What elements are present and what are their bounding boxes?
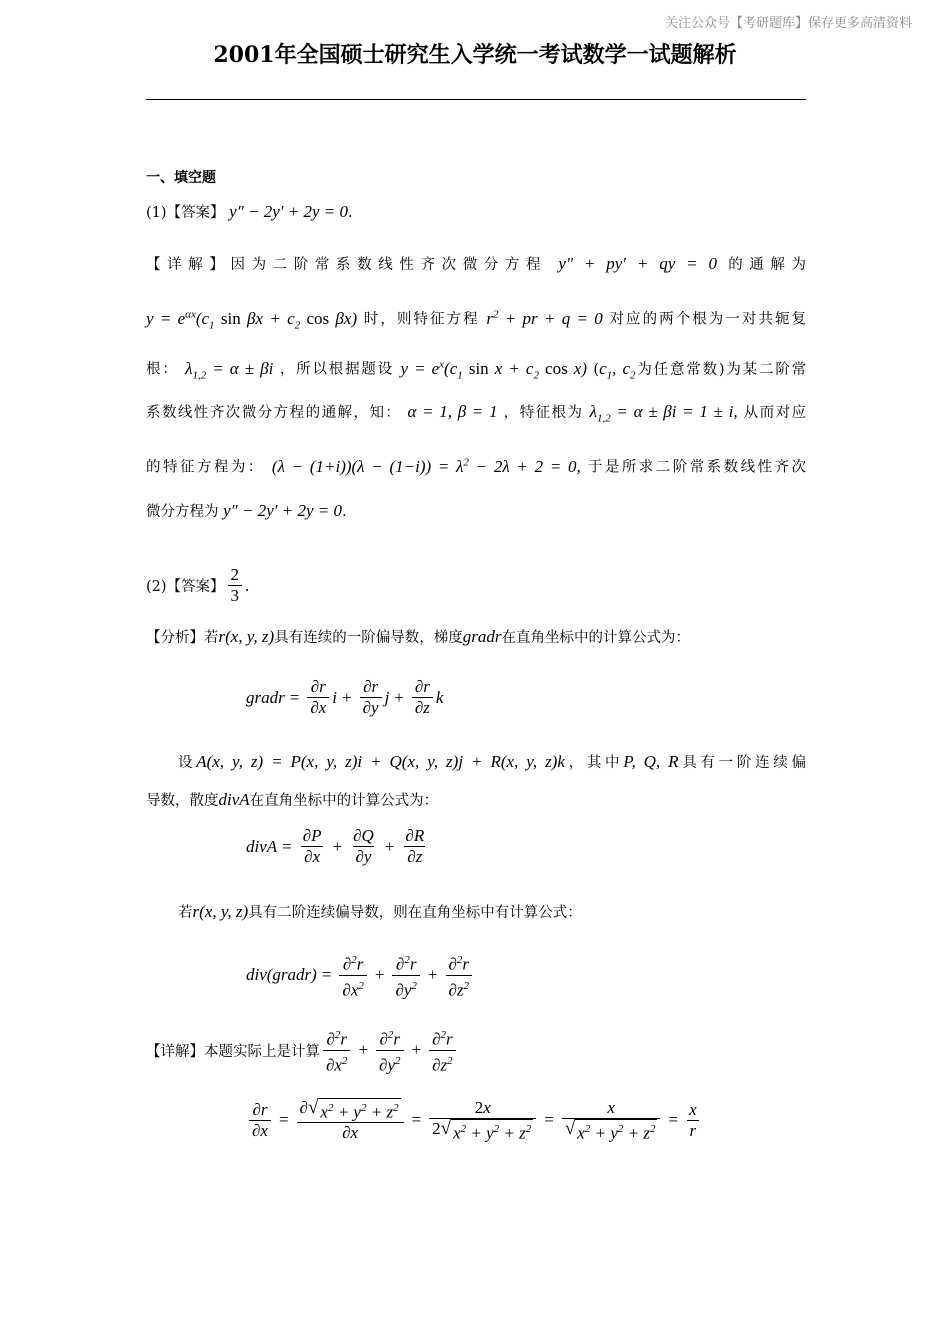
- q1-char-equation: $r^2$ + pr + q = 0: [486, 308, 603, 328]
- title-divider: [146, 99, 806, 100]
- q1-constants: $c_1$, $c_2$: [599, 358, 636, 382]
- gradient-formula: gradr = $\frac{\partial r}{\partial x}$ i + $\frac{\partial r}{\partial y}$ j + $\frac{\partial r}{\partial z}$ k: [246, 677, 444, 717]
- q2-answer-denominator: 3: [228, 585, 243, 606]
- q1-text-fangcheng: 的特征方程为：: [146, 459, 265, 476]
- q2-analysis-line: [146, 625, 806, 650]
- q2-second-order-line: [178, 900, 806, 925]
- q2-diva: divA: [218, 790, 250, 809]
- q2-text-jyl: 具有连续的一阶偏导数，梯度: [274, 630, 463, 646]
- q2-answer-fraction: [228, 565, 243, 606]
- q2-text-qizhong: ，其中: [564, 755, 624, 771]
- q1-text-duiying: 对应的两个根为一对共轭复: [609, 311, 807, 328]
- q1-detail-line-6: [146, 499, 806, 524]
- q1-text-tezheng: ，特征根为: [503, 405, 584, 421]
- q2-answer-label: (2)【答案】: [146, 579, 225, 595]
- q2-answer-line: [146, 565, 249, 606]
- q1-alpha-beta: α = 1, β = 1: [407, 402, 498, 421]
- partial-derivative-formula: $\frac{\partial r}{\partial x}$ = ∂ √ $x^2 + y^2 + z^2$ ∂x = 2x 2 √ $x^2 + y^2 + z^2$ = x √ $x^2 + y^2 + z^2$ = $\frac{x}{r}$: [246, 1098, 703, 1143]
- page-title: 2001年全国硕士研究生入学统一考试数学一试题解析: [213, 42, 737, 68]
- q1-text-xishu: 系数线性齐次微分方程的通解，知：: [146, 405, 402, 421]
- q2-answer-dot: .: [245, 575, 250, 595]
- q1-answer-dot: .: [348, 205, 353, 221]
- q1-general-equation: y″ + py′ + qy = 0: [558, 254, 717, 273]
- q1-final-dot: .: [341, 504, 347, 520]
- q1-detail-line-5: [146, 450, 806, 480]
- q2-divergence-line: [146, 788, 806, 813]
- q2-r-function-2: r(x, y, z): [192, 902, 249, 921]
- q1-detail-line-4: [146, 400, 806, 430]
- q1-answer-line: [146, 200, 806, 225]
- q1-detail-label: 【详解】因为二阶常系数线性齐次微分方程: [146, 257, 548, 273]
- q1-text-tongjie: 的通解为: [728, 257, 807, 273]
- q1-text-yushi: 于是所求二阶常系数线性齐次: [587, 459, 807, 476]
- q2-text-jy1: 具有一阶连续偏: [678, 755, 807, 771]
- q2-answer-numerator: 2: [230, 565, 240, 584]
- q2-set-label: 设: [178, 755, 197, 771]
- q1-text-shi: 时，则特征方程: [363, 311, 480, 328]
- q2-pqr: P, Q, R: [623, 752, 679, 771]
- q1-roots: $\lambda_{1,2} = \alpha \pm \beta i$: [185, 358, 274, 382]
- q2-vector-field: A(x, y, z) = P(x, y, z)i + Q(x, y, z)j + R(x, y, z)k: [196, 752, 565, 771]
- q1-solution-form: $y = e^{\alpha x}(c_1$ $\sin \beta x + c_2$ cos βx): [146, 308, 358, 332]
- q1-answer-equation: y″ − 2y′ + 2y = 0: [229, 202, 349, 221]
- q2-text-daoshu: 导数，散度: [146, 793, 219, 809]
- q2-text-er: 具有二阶连续偏导数，则在直角坐标中有计算公式：: [248, 905, 582, 921]
- q1-text-weifen: 微分方程为: [146, 504, 219, 520]
- q2-detail-line: 【详解】本题实际上是计算 $\frac{\partial^2r}{\partial x^2}$ + $\frac{\partial^2r}{\partial y^2}$ + $\frac{\partial^2r}{\partial z^2}$: [146, 1025, 459, 1075]
- q1-detail-line-1: [146, 252, 806, 277]
- q2-ruo: 若: [178, 905, 193, 921]
- q2-detail-label: 【详解】本题实际上是计算: [146, 1043, 320, 1060]
- q1-text-gen: 根：: [146, 361, 179, 378]
- q2-analysis-label: 【分析】若: [146, 630, 219, 646]
- q2-text-zjzb2: 在直角坐标中的计算公式为：: [249, 793, 439, 809]
- section-heading: 一、填空题: [146, 170, 216, 186]
- q1-char-polynomial: $(\lambda - (1+i))(\lambda - (1-i)) = \lambda^2 - 2\lambda + 2 = 0$,: [271, 456, 581, 476]
- divergence-formula: divA = $\frac{\partial P}{\partial x}$ + $\frac{\partial Q}{\partial y}$ + $\frac{\partial R}{\partial z}$: [246, 826, 425, 866]
- q2-gradr: gradr: [462, 627, 502, 646]
- watermark: 关注公众号【考研题库】保存更多高清资料: [664, 16, 912, 31]
- q1-text-congerr: 从而对应: [743, 405, 807, 421]
- q1-text-suoyi: ，所以根据题设: [279, 361, 395, 378]
- q1-roots-value: $\lambda_{1,2} = \alpha \pm \beta i = 1 \pm i$,: [589, 402, 738, 425]
- q2-text-zjzb: 在直角坐标中的计算公式为：: [501, 630, 690, 646]
- q1-answer-label: (1)【答案】: [146, 205, 225, 221]
- q2-vector-line: [178, 750, 806, 775]
- q1-detail-line-2: [146, 302, 806, 337]
- q2-r-function: r(x, y, z): [218, 627, 275, 646]
- q1-given-solution: $y = e^x(c_1$ $\sin x + c_2$ cos x): [400, 358, 587, 382]
- q1-final-equation: y″ − 2y′ + 2y = 0: [223, 501, 342, 520]
- q1-text-renyi: 为任意常数)为某二阶常: [635, 361, 807, 378]
- laplacian-formula: div(gradr) = $\frac{\partial^2r}{\partial x^2}$ + $\frac{\partial^2r}{\partial y^2}$ + $\frac{\partial^2r}{\partial z^2}$: [246, 950, 475, 1000]
- q1-detail-line-3: 根： $\lambda_{1,2} = \alpha \pm \beta i$ ，所以根据题设 $y = e^x(c_1$ $\sin x + c_2$ cos x) ($c_1$, $c_2$为任意常数)为某二阶常: [146, 358, 807, 382]
